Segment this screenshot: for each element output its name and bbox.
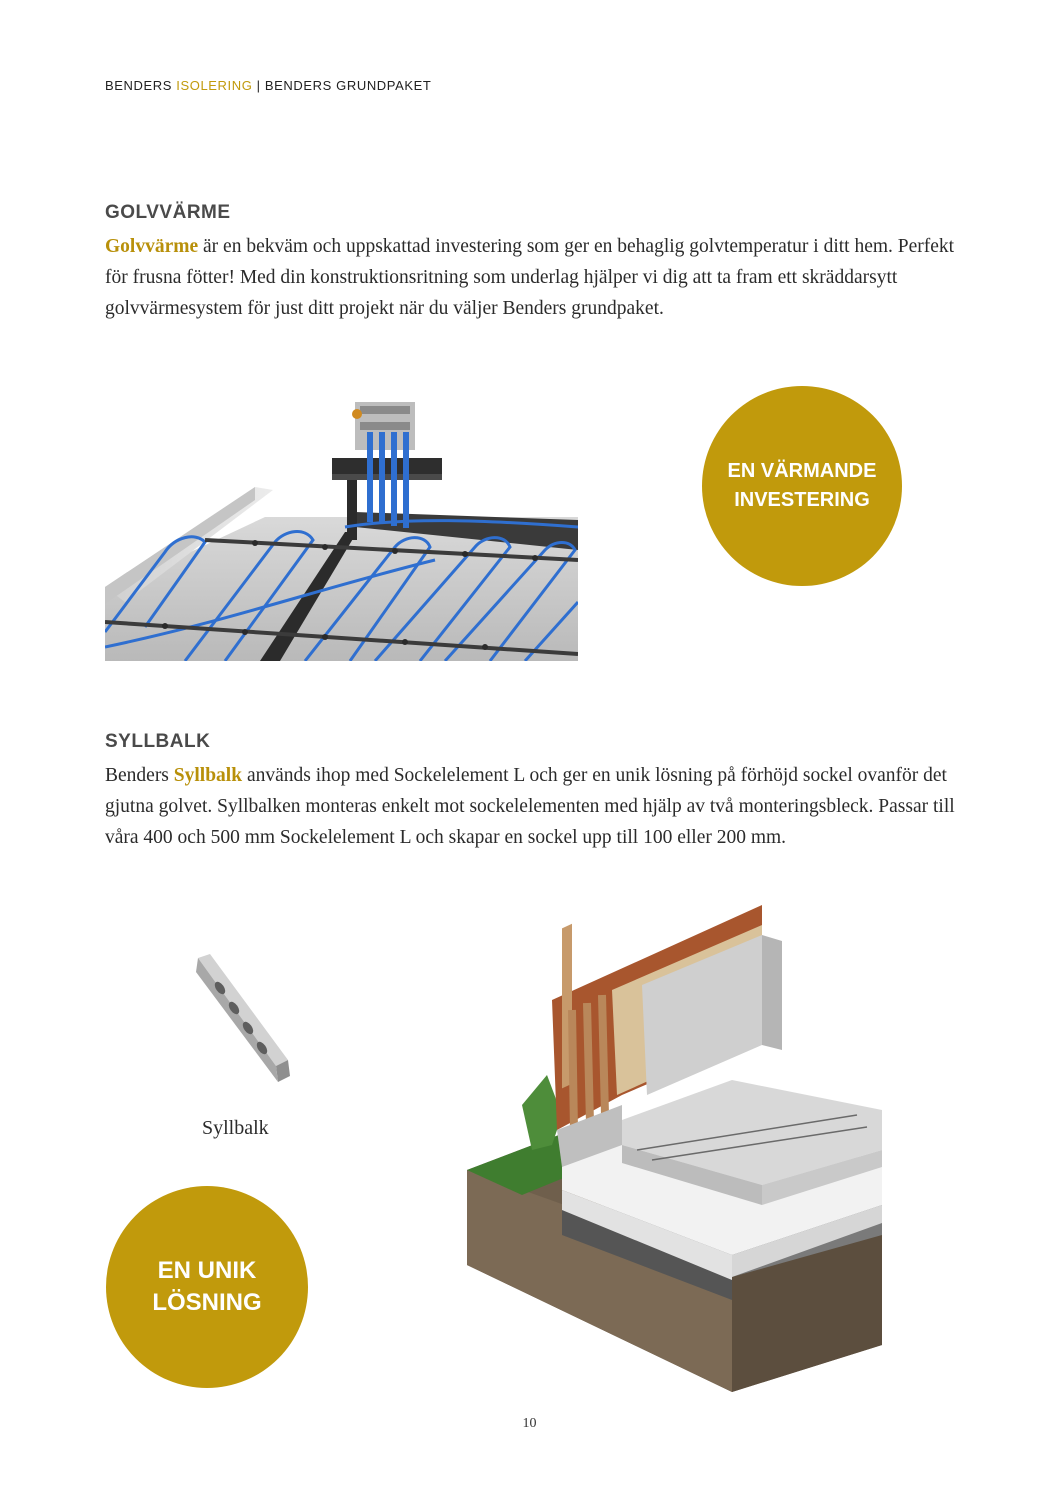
- heading-syllbalk: SYLLBALK: [105, 731, 211, 752]
- badge1-line1: EN VÄRMANDE: [727, 460, 877, 482]
- page-number: 10: [522, 1416, 537, 1431]
- badge1-line2: INVESTERING: [734, 489, 870, 511]
- badge-varmande-investering: [702, 386, 902, 586]
- badge-unik-losning: [106, 1186, 308, 1388]
- floor-heating-drawing: [105, 392, 578, 661]
- paragraph-syllbalk: [105, 760, 955, 853]
- paragraph-golvvarme: [105, 231, 955, 324]
- heading-golvvarme: GOLVVÄRME: [105, 202, 231, 223]
- header-subtitle: | BENDERS GRUNDPAKET: [252, 78, 432, 93]
- syllbalk-drawing: [180, 948, 295, 1088]
- floor-heating-illustration: [105, 392, 578, 661]
- foundation-cross-section-illustration: [462, 905, 922, 1392]
- badge2-line1: EN UNIK: [157, 1257, 257, 1284]
- running-header: [105, 78, 431, 93]
- prefix-syllbalk: Benders: [105, 765, 174, 786]
- text-golvvarme: är en bekväm och uppskattad investering som ger en behaglig golvtemperatur i ditt hem. Perfekt för frusna fötter! Med din konstruktionsritning som underlag hjälper vi dig att ta fram ett skräddarsytt golvvärmesystem för just ditt projekt när du väljer Benders grundpaket.: [105, 236, 955, 319]
- syllbalk-product-image: [180, 948, 295, 1088]
- syllbalk-caption: Syllbalk: [202, 1117, 269, 1139]
- badge2-line2: LÖSNING: [152, 1289, 262, 1316]
- header-section: ISOLERING: [176, 78, 253, 93]
- lead-golvvarme: Golvvärme: [105, 236, 199, 257]
- header-brand: BENDERS: [105, 78, 177, 93]
- lead-syllbalk: Syllbalk: [173, 765, 243, 786]
- text-syllbalk: används ihop med Sockelelement L och ger en unik lösning på förhöjd sockel ovanför det gjutna golvet. Syllbalken monteras enkelt mot sockelelementen med hjälp av två monteringsbleck. Passar till våra 400 och 500 mm Sockelelement L och skapar en sockel upp till 100 eller 200 mm.: [105, 765, 955, 848]
- foundation-drawing: [462, 905, 922, 1392]
